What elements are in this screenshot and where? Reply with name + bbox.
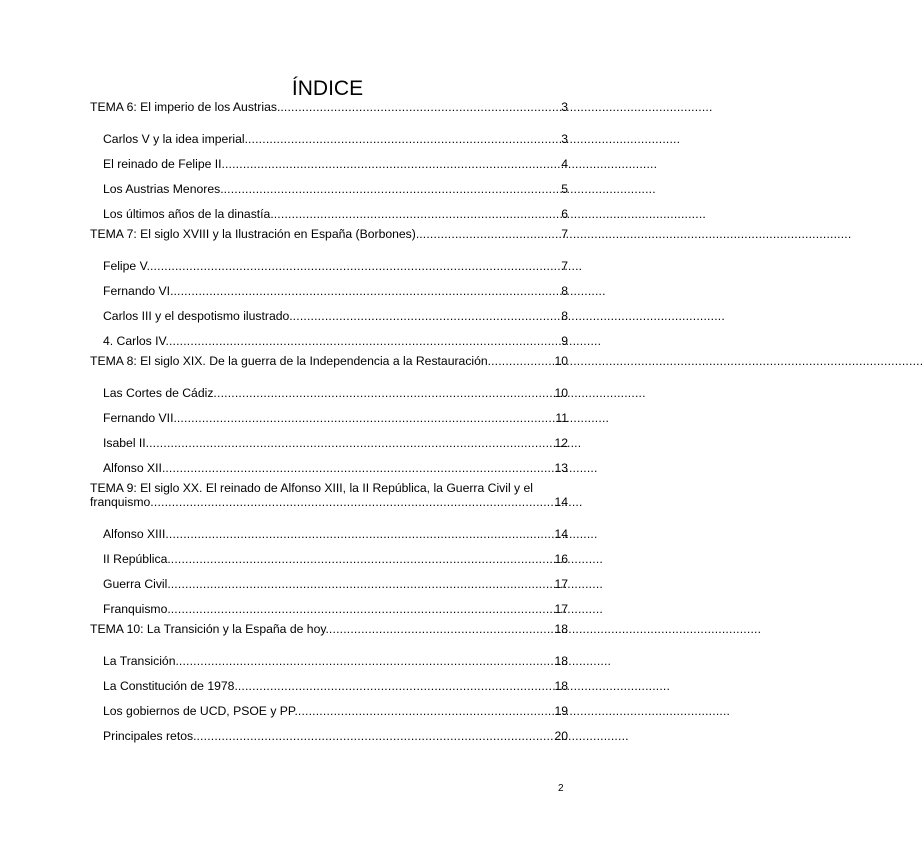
toc-entry-text: Alfonso XIII	[103, 527, 166, 541]
dot-leader	[149, 436, 554, 450]
toc-entry-page: 8	[561, 284, 568, 298]
toc-entry-page: 17	[554, 577, 568, 591]
toc-entry-section[interactable]	[90, 201, 568, 226]
dot-leader	[274, 207, 561, 221]
toc-entry-section[interactable]	[90, 405, 568, 430]
toc-entry-text: Franquismo.	[103, 602, 171, 616]
toc-entry-section[interactable]	[90, 126, 568, 151]
toc-entry-section[interactable]	[90, 253, 568, 278]
dot-leader	[419, 227, 561, 241]
toc-entry-text: TEMA 10: La Transición y la España de hoy.	[90, 622, 329, 636]
toc-entry-page: 9	[561, 334, 568, 348]
toc-entry-section[interactable]	[90, 176, 568, 201]
toc-entry-text: La Constitución de 1978.	[103, 679, 238, 693]
toc-entry-chapter[interactable]	[90, 353, 568, 380]
dot-leader	[171, 552, 555, 566]
toc-entry-page: 11	[555, 411, 568, 425]
toc-entry-chapter[interactable]	[90, 480, 568, 521]
toc-entry-page: 17	[554, 602, 568, 616]
toc-entry-text: TEMA 9: El siglo XX. El reinado de Alfonso XIII, la II República, la Guerra Civil y el	[90, 481, 534, 495]
dot-leader	[293, 309, 562, 323]
toc-entry-page: 16	[554, 552, 568, 566]
toc-entry-text-continued: franquismo	[90, 495, 151, 509]
toc-entry-page: 7	[561, 259, 568, 273]
dot-leader	[150, 259, 561, 273]
toc-entry-section[interactable]	[90, 571, 568, 596]
toc-entry-page: 10	[554, 386, 568, 400]
toc-entry-line2	[90, 495, 568, 509]
toc-entry-text: TEMA 7: El siglo XVIII y la Ilustración en España (Borbones).	[90, 227, 420, 241]
toc-entry-text: Los últimos años de la dinastía.	[103, 207, 274, 221]
toc-entry-page: 19	[554, 704, 568, 718]
toc-entry-page: 18	[554, 654, 568, 668]
dot-leader	[177, 411, 555, 425]
toc-entry-page: 8	[561, 309, 568, 323]
toc-entry-page: 18	[554, 622, 568, 636]
toc-entry-section[interactable]	[90, 151, 568, 176]
toc-entry-text: 4. Carlos IV.	[103, 334, 169, 348]
toc-entry-page: 12	[554, 436, 568, 450]
toc-entry-text: Carlos V y la idea imperial.	[103, 132, 248, 146]
toc-entry-chapter[interactable]	[90, 226, 568, 253]
dot-leader	[171, 577, 555, 591]
toc-entry-text: Los gobiernos de UCD, PSOE y PP.	[103, 704, 298, 718]
toc-entry-page: 3	[561, 100, 568, 114]
toc-entry-text: El reinado de Felipe II.	[103, 157, 225, 171]
page-title: ÍNDICE	[291, 77, 364, 100]
toc-entry-text: Fernando VI.	[103, 284, 174, 298]
toc-entry-text: Carlos III y el despotismo ilustrado.	[103, 309, 293, 323]
dot-leader	[248, 132, 561, 146]
dot-leader	[150, 495, 554, 509]
table-of-contents	[90, 99, 568, 748]
toc-entry-section[interactable]	[90, 723, 568, 748]
toc-entry-section[interactable]	[90, 278, 568, 303]
toc-entry-section[interactable]	[90, 648, 568, 673]
toc-entry-page: 18	[554, 679, 568, 693]
toc-entry-section[interactable]	[90, 521, 568, 546]
toc-entry-page: 10	[554, 354, 568, 368]
toc-entry-text: Fernando VII.	[103, 411, 177, 425]
toc-entry-chapter[interactable]	[90, 99, 568, 126]
toc-entry-section[interactable]	[90, 698, 568, 723]
toc-entry-page: 7	[561, 227, 568, 241]
toc-entry-text: TEMA 6: El imperio de los Austrias.	[90, 100, 281, 114]
dot-leader	[169, 334, 561, 348]
toc-entry-page: 3	[561, 132, 568, 146]
toc-entry-text: Isabel II.	[103, 436, 150, 450]
dot-leader	[173, 284, 561, 298]
toc-entry-section[interactable]	[90, 546, 568, 571]
toc-entry-page: 13	[554, 461, 568, 475]
page-number: 2	[558, 783, 564, 794]
toc-entry-page: 4	[561, 157, 568, 171]
toc-entry-text: Los Austrias Menores.	[103, 182, 224, 196]
toc-entry-chapter[interactable]	[90, 621, 568, 648]
toc-entry-page: 5	[561, 182, 568, 196]
dot-leader	[280, 100, 561, 114]
toc-entry-section[interactable]	[90, 596, 568, 621]
toc-entry-page: 6	[561, 207, 568, 221]
dot-leader	[238, 679, 555, 693]
toc-entry-text: Guerra Civil.	[103, 577, 171, 591]
dot-leader	[298, 704, 555, 718]
toc-entry-page: 14	[554, 527, 568, 541]
dot-leader	[179, 654, 555, 668]
dot-leader	[329, 622, 555, 636]
toc-entry-text: TEMA 8: El siglo XIX. De la guerra de la Independencia a la Restauración.	[90, 354, 492, 368]
toc-entry-section[interactable]	[90, 673, 568, 698]
dot-leader	[491, 354, 554, 368]
toc-entry-section[interactable]	[90, 380, 568, 405]
toc-entry-page: 14	[554, 495, 568, 509]
dot-leader	[224, 182, 562, 196]
toc-entry-section[interactable]	[90, 455, 568, 480]
toc-entry-page: 20	[554, 729, 568, 743]
toc-entry-section[interactable]	[90, 430, 568, 455]
toc-entry-text: Felipe V.	[103, 259, 150, 273]
dot-leader	[165, 461, 554, 475]
toc-entry-text: II República.	[103, 552, 171, 566]
toc-entry-section[interactable]	[90, 328, 568, 353]
dot-leader	[165, 527, 554, 541]
dot-leader	[213, 386, 554, 400]
toc-entry-section[interactable]	[90, 303, 568, 328]
dot-leader	[225, 157, 561, 171]
toc-entry-text: La Transición.	[103, 654, 179, 668]
toc-entry-text: Las Cortes de Cádiz	[103, 386, 214, 400]
toc-entry-text: Principales retos.	[103, 729, 197, 743]
dot-leader	[171, 602, 555, 616]
dot-leader	[196, 729, 554, 743]
toc-entry-text: Alfonso XII.	[103, 461, 166, 475]
